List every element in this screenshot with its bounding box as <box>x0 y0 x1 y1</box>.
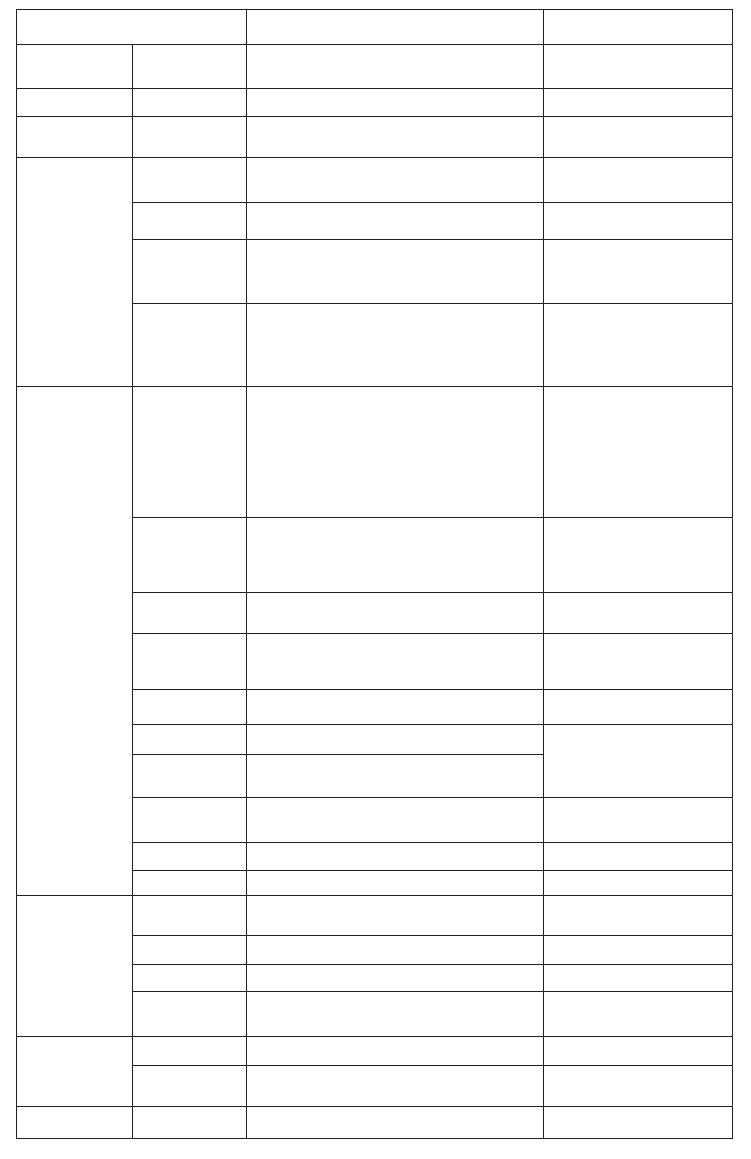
place-cell <box>544 158 733 203</box>
date-cell <box>17 158 133 387</box>
table-row <box>17 896 733 936</box>
activity-cell <box>247 936 544 965</box>
time-cell <box>133 593 247 634</box>
time-cell <box>133 936 247 965</box>
place-cell <box>544 240 733 304</box>
activity-cell <box>247 158 544 203</box>
table-row <box>17 1107 733 1139</box>
activity-cell <box>247 690 544 725</box>
time-cell <box>133 725 247 755</box>
activity-cell <box>247 965 544 992</box>
date-cell <box>17 117 133 158</box>
time-cell <box>133 45 247 89</box>
place-cell <box>544 965 733 992</box>
time-cell <box>133 690 247 725</box>
place-cell <box>544 798 733 843</box>
place-cell <box>544 634 733 690</box>
activity-cell <box>247 896 544 936</box>
place-cell <box>544 725 733 798</box>
activity-cell <box>247 304 544 387</box>
place-cell <box>544 45 733 89</box>
place-cell <box>544 89 733 117</box>
time-cell <box>133 1037 247 1066</box>
time-cell <box>133 871 247 896</box>
table-row <box>17 117 733 158</box>
place-cell <box>544 518 733 593</box>
date-cell <box>17 1037 133 1107</box>
place-cell <box>544 593 733 634</box>
time-cell <box>133 843 247 871</box>
table-row <box>17 158 733 203</box>
activity-cell <box>247 203 544 240</box>
time-cell <box>133 158 247 203</box>
table-row <box>17 387 733 518</box>
time-cell <box>133 992 247 1037</box>
place-cell <box>544 936 733 965</box>
activity-cell <box>247 755 544 798</box>
time-cell <box>133 203 247 240</box>
place-cell <box>544 896 733 936</box>
date-cell <box>17 45 133 89</box>
time-cell <box>133 304 247 387</box>
activity-cell <box>247 843 544 871</box>
date-cell <box>17 89 133 117</box>
place-cell <box>544 203 733 240</box>
activity-cell <box>247 518 544 593</box>
time-cell <box>133 896 247 936</box>
time-cell <box>133 240 247 304</box>
activity-cell <box>247 117 544 158</box>
place-cell <box>544 387 733 518</box>
time-cell <box>133 1107 247 1139</box>
time-cell <box>133 1066 247 1107</box>
date-cell <box>17 387 133 896</box>
date-cell <box>17 1107 133 1139</box>
activity-cell <box>247 1037 544 1066</box>
activity-cell <box>247 634 544 690</box>
table-row <box>17 89 733 117</box>
activity-cell <box>247 725 544 755</box>
time-cell <box>133 387 247 518</box>
time-cell <box>133 634 247 690</box>
table-row <box>17 1037 733 1066</box>
activity-cell <box>247 1066 544 1107</box>
schedule-body <box>17 45 733 1139</box>
place-cell <box>544 871 733 896</box>
time-cell <box>133 798 247 843</box>
activity-cell <box>247 45 544 89</box>
table-row <box>17 45 733 89</box>
place-cell <box>544 304 733 387</box>
activity-cell <box>247 240 544 304</box>
time-cell <box>133 89 247 117</box>
header-place <box>544 10 733 45</box>
activity-cell <box>247 593 544 634</box>
place-cell <box>544 1037 733 1066</box>
time-cell <box>133 518 247 593</box>
place-cell <box>544 992 733 1037</box>
activity-cell <box>247 798 544 843</box>
place-cell <box>544 843 733 871</box>
activity-cell <box>247 89 544 117</box>
schedule-table <box>16 9 733 1139</box>
date-cell <box>17 896 133 1037</box>
time-cell <box>133 755 247 798</box>
header-row <box>17 10 733 45</box>
activity-cell <box>247 387 544 518</box>
activity-cell <box>247 992 544 1037</box>
place-cell <box>544 1066 733 1107</box>
place-cell <box>544 117 733 158</box>
time-cell <box>133 965 247 992</box>
header-time <box>17 10 247 45</box>
place-cell <box>544 690 733 725</box>
activity-cell <box>247 1107 544 1139</box>
place-cell <box>544 1107 733 1139</box>
activity-cell <box>247 871 544 896</box>
header-activity <box>247 10 544 45</box>
time-cell <box>133 117 247 158</box>
